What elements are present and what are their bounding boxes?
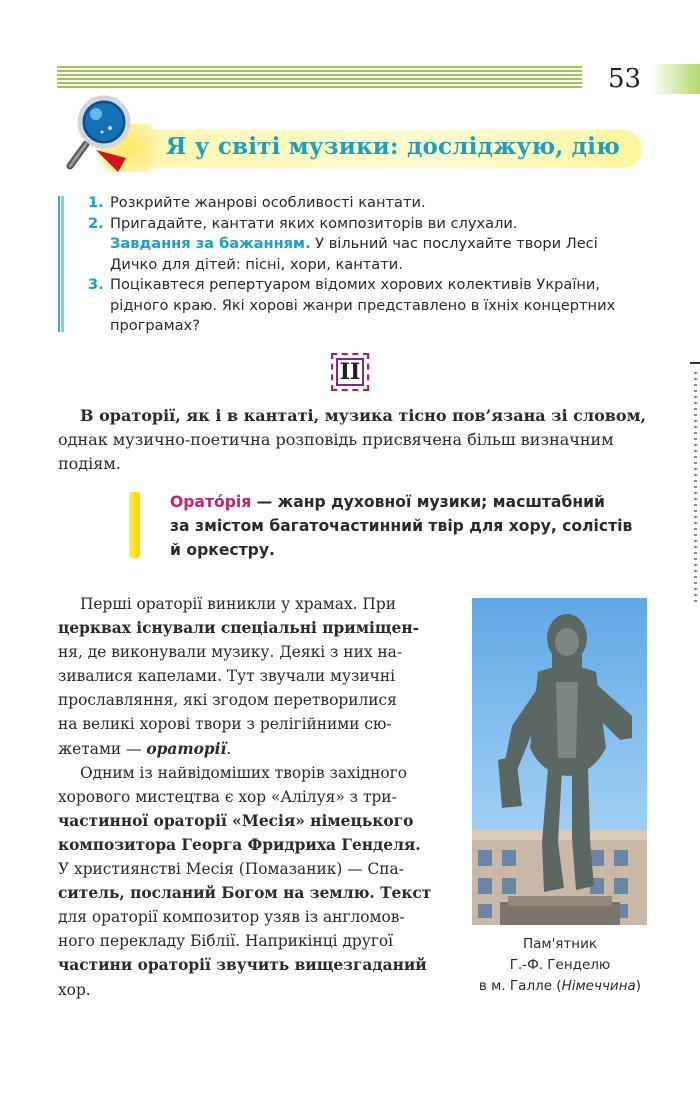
side-dots	[694, 372, 697, 602]
body-line: ного перекладу Біблії. Наприкінці другої	[58, 932, 394, 951]
body-line: для ораторії композитор узяв із англомов-	[58, 908, 405, 927]
body-line: ня, де виконували музику. Деякі з них на-	[58, 643, 403, 662]
body-line: хор.	[58, 980, 91, 999]
handel-statue-photo	[472, 598, 647, 925]
task-text: Пригадайте, кантати яких композиторів ви слухали.	[110, 214, 518, 232]
intro-line: однак музично-поетична розповідь присвячена більш визначним	[58, 430, 614, 449]
body-line: Перші ораторії виникли у храмах. При	[80, 595, 396, 613]
definition-line	[170, 490, 650, 514]
intro-paragraph	[58, 404, 648, 476]
oratorio-emphasis: ораторії	[146, 739, 227, 758]
definition-marker	[129, 492, 140, 558]
body-line: У християнстві Месія (Помазаник) — Спа-	[58, 860, 404, 879]
section-title: Я у світі музики: досліджую, дію	[166, 133, 620, 160]
task-item	[58, 275, 648, 337]
definition-block	[170, 490, 650, 562]
header-stripes	[57, 66, 642, 92]
body-line: хорового мистецтва є хор «Алілуя» з три-	[58, 787, 397, 806]
body-text-span: жетами —	[58, 739, 147, 758]
task-text: програмах?	[110, 317, 200, 334]
body-line: частини ораторії звучить вищезгаданий	[58, 956, 427, 975]
page-number: 53	[608, 64, 642, 94]
definition-line: й оркестру.	[170, 541, 275, 559]
task-text: Поцікавтеся репертуаром відомих хорових колективів України,	[110, 276, 601, 293]
caption-line	[462, 976, 658, 997]
task-text	[110, 234, 648, 255]
definition-term: Орато́рія	[170, 493, 252, 511]
caption-text: в м. Галле (	[478, 978, 562, 994]
photo-caption	[462, 934, 658, 997]
task-list	[58, 193, 648, 337]
caption-line: Г.-Ф. Генделю	[509, 957, 611, 973]
side-rule	[690, 362, 700, 364]
part-numeral: II	[339, 359, 361, 385]
task-number: 3.	[88, 276, 104, 293]
intro-line: подіям.	[58, 454, 121, 473]
task-text: Розкрийте жанрові особливості кантати.	[110, 194, 426, 211]
part-marker	[331, 353, 369, 391]
body-line: частинної ораторії «Месія» німецького	[58, 811, 414, 830]
body-line: церквах існували спеціальні приміщен-	[58, 619, 420, 638]
body-line: композитора Георга Фридриха Генделя.	[58, 835, 421, 854]
task-number: 2.	[88, 214, 104, 232]
optional-task-label: Завдання за бажанням.	[110, 235, 311, 252]
definition-text: — жанр духовної музики; масштабний	[251, 493, 605, 511]
optional-task-text: У вільний час послухайте твори Лесі	[310, 235, 598, 252]
body-line: на великі хорові твори з релігійними сю-	[58, 715, 392, 734]
task-item	[58, 214, 648, 276]
task-text: Дичко для дітей: пісні, хори, кантати.	[110, 255, 403, 273]
body-line: зивалися капелами. Тут звучали музичні	[58, 667, 396, 686]
statue-illustration	[472, 598, 647, 925]
body-line	[58, 737, 454, 761]
body-line: прославляння, які згодом перетворилися	[58, 691, 397, 710]
caption-text: )	[635, 978, 642, 994]
caption-line: Пам'ятник	[522, 936, 598, 952]
caption-country: Німеччина	[561, 978, 636, 994]
body-text	[58, 592, 454, 1002]
body-line: Одним із найвідоміших творів західного	[80, 763, 408, 782]
body-line: ситель, посланий Богом на землю. Текст	[58, 884, 432, 903]
task-item	[58, 193, 648, 214]
body-text-span: .	[226, 739, 232, 758]
magnifier-icon	[56, 92, 156, 176]
task-number: 1.	[88, 194, 104, 211]
task-text: рідного краю. Які хорові жанри представлено в їхніх концертних	[110, 296, 616, 314]
intro-line: В ораторії, як і в кантаті, музика тісно пов’язана зі словом,	[80, 406, 647, 425]
definition-line: за змістом багаточастинний твір для хору, солістів	[170, 517, 633, 535]
